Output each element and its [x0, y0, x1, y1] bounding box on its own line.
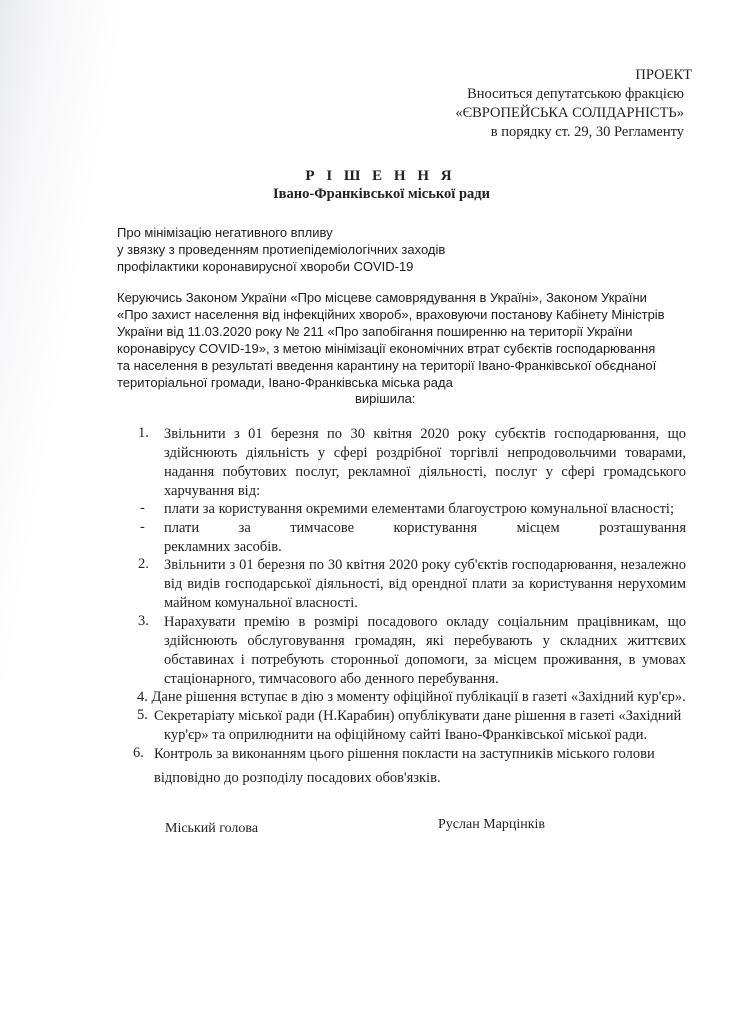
- dash-bullet: -: [140, 500, 145, 516]
- project-label: ПРОЕКТ: [635, 67, 692, 83]
- preamble-line: коронавірусу COVID-19», з метою мінімізації економічних втрат субєктів господарювання: [117, 341, 656, 356]
- item-number: 3.: [138, 613, 149, 629]
- dash-word: користування: [393, 520, 478, 536]
- dash-word: за: [238, 520, 251, 536]
- faction-name: «ЄВРОПЕЙСЬКА СОЛІДАРНІСТЬ»: [455, 105, 684, 121]
- item-6-line: Контроль за виконанням цього рішення покласти на заступників міського голови: [154, 746, 655, 762]
- document-subtitle: Івано-Франківської міської ради: [273, 186, 490, 202]
- dash-word: місцем: [516, 520, 560, 536]
- item-4: 4. Дане рішення вступає в дію з моменту офіційної публікації в газеті «Західний кур'єр».: [137, 689, 686, 705]
- item-1-line: харчування від:: [164, 483, 261, 499]
- item-1-line: здійснюють діяльність у сфері роздрібної торгівлі непродовольчими товарами,: [164, 445, 686, 461]
- item-3-line: Нарахувати премію в розмірі посадового окладу соціальним працівникам, що: [164, 614, 686, 630]
- item-2-line: від видів господарської діяльності, від орендної плати за користування нерухомим: [164, 576, 686, 592]
- item-6-line: відповідно до розподілу посадових обов'язків.: [154, 770, 441, 786]
- subject-line: у звязку з проведенням протиепідеміологічних заходів: [117, 242, 446, 257]
- item-3-line: здійснюють обслуговування громадян, які перебувають у складних життєвих: [164, 633, 686, 649]
- dash-item-2-cont: рекламних засобів.: [164, 539, 282, 555]
- preamble-line: та населення в результаті введення карантину на території Івано-Франківської обєднаної: [117, 358, 657, 373]
- preamble-line: України від 11.03.2020 року № 211 «Про запобігання поширенню на території України: [117, 324, 633, 339]
- signature-position: Міський голова: [165, 821, 259, 836]
- item-1-line: Звільнити з 01 березня по 30 квітня 2020 року субєктів господарювання, що: [164, 426, 686, 442]
- item-5-line: Секретаріату міської ради (Н.Карабин) опублікувати дане рішення в газеті «Західний: [154, 708, 682, 724]
- item-3-line: стаціонарного, тимчасового або денного перебування.: [164, 671, 499, 687]
- preamble-line: «Про захист населення від інфекційних хвороб», враховуючи постанову Кабінету Міністрів: [117, 307, 665, 322]
- submitted-by: Вноситься депутатською фракцією: [467, 86, 684, 102]
- resolved-label: вирішила:: [355, 391, 416, 406]
- preamble-line: територіальної громади, Івано-Франківська міська рада: [117, 375, 453, 390]
- preamble-line: Керуючись Законом України «Про місцеве самоврядування в Україні», Законом України: [117, 290, 647, 305]
- dash-word: розташування: [599, 520, 686, 536]
- document-title: Р І Ш Е Н Н Я: [305, 168, 456, 184]
- dash-bullet: -: [140, 519, 145, 535]
- item-number: 2.: [138, 556, 149, 572]
- item-1-line: надання побутових послуг, рекламної діяльності, послуг у сфері громадського: [164, 464, 686, 480]
- item-number: 1.: [138, 425, 149, 441]
- item-2-line: майном комунальної власності.: [164, 595, 358, 611]
- item-number: 6.: [133, 745, 144, 761]
- subject-line: Про мінімізацію негативного впливу: [117, 225, 333, 240]
- dash-item-2: [164, 519, 686, 538]
- signature-name: Руслан Марцінків: [438, 817, 546, 832]
- item-2-line: Звільнити з 01 березня по 30 квітня 2020 року суб'єктів господарювання, незалежно: [164, 557, 686, 573]
- dash-word: плати: [164, 520, 200, 536]
- item-number: 5.: [137, 707, 148, 723]
- reglament-note: в порядку ст. 29, 30 Регламенту: [490, 124, 684, 140]
- item-3-line: обставинах і потребують сторонньої допомоги, за місцем проживання, в умовах: [164, 652, 686, 668]
- dash-item-1: плати за користування окремими елементами благоустрою комунальної власності;: [164, 501, 674, 517]
- item-5-line: кур'єр» та оприлюднити на офіційному сайті Івано-Франківської міської ради.: [164, 727, 648, 743]
- dash-word: тимчасове: [290, 520, 355, 536]
- subject-line: профілактики коронавирусної хвороби COVID-19: [117, 259, 414, 274]
